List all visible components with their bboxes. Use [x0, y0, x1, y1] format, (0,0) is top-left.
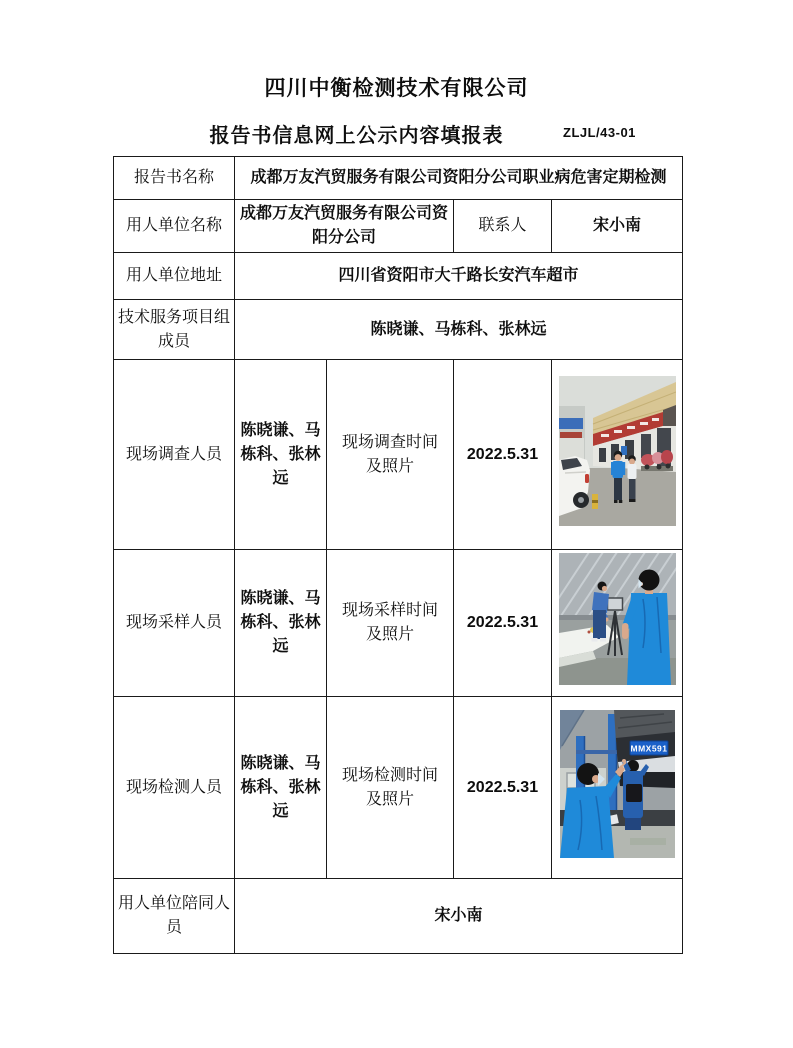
license-plate-text: MMX591: [629, 743, 668, 753]
survey-personnel-names: 陈晓谦、马栋科、张林远: [235, 360, 327, 550]
report-name-value: 成都万友汽贸服务有限公司资阳分公司职业病危害定期检测: [235, 157, 683, 200]
survey-time-label: 现场调查时间及照片: [327, 360, 454, 550]
sampling-personnel-label: 现场采样人员: [114, 550, 235, 697]
team-members-value: 陈晓谦、马栋科、张林远: [235, 300, 683, 360]
employer-address-label: 用人单位地址: [114, 253, 235, 300]
testing-personnel-label: 现场检测人员: [114, 697, 235, 879]
company-title: 四川中衡检测技术有限公司: [264, 77, 529, 100]
row-escort-personnel: [114, 879, 683, 954]
sampling-date: 2022.5.31: [454, 550, 552, 697]
testing-time-label: 现场检测时间及照片: [327, 697, 454, 879]
sampling-time-label: 现场采样时间及照片: [327, 550, 454, 697]
row-employer-address: [114, 253, 683, 300]
testing-photo-cell: [552, 697, 683, 879]
sampling-photo: [559, 553, 676, 685]
report-name-label: 报告书名称: [114, 157, 235, 200]
row-employer-name: [114, 200, 683, 253]
employer-name-value: 成都万友汽贸服务有限公司资阳分公司: [235, 200, 454, 253]
sampling-photo-cell: [552, 550, 683, 697]
survey-personnel-label: 现场调查人员: [114, 360, 235, 550]
escort-personnel-label: 用人单位陪同人员: [114, 879, 235, 954]
row-site-survey: [114, 360, 683, 550]
escort-personnel-value: 宋小南: [235, 879, 683, 954]
survey-photo-cell: [552, 360, 683, 550]
contact-label: 联系人: [454, 200, 552, 253]
contact-name: 宋小南: [552, 200, 683, 253]
survey-photo: [559, 376, 676, 526]
team-members-label: 技术服务项目组成员: [114, 300, 235, 360]
form-code: ZLJL/43-01: [563, 125, 636, 140]
testing-personnel-names: 陈晓谦、马栋科、张林远: [235, 697, 327, 879]
sampling-personnel-names: 陈晓谦、马栋科、张林远: [235, 550, 327, 697]
form-header-row: [0, 119, 793, 147]
employer-address-value: 四川省资阳市大千路长安汽车超市: [235, 253, 683, 300]
form-title: 报告书信息网上公示内容填报表: [209, 125, 504, 147]
row-site-testing: [114, 697, 683, 879]
row-team-members: [114, 300, 683, 360]
survey-date: 2022.5.31: [454, 360, 552, 550]
testing-date: 2022.5.31: [454, 697, 552, 879]
row-report-name: [114, 157, 683, 200]
employer-name-label: 用人单位名称: [114, 200, 235, 253]
report-info-table: [113, 156, 683, 954]
row-site-sampling: [114, 550, 683, 697]
testing-photo: [560, 710, 675, 858]
